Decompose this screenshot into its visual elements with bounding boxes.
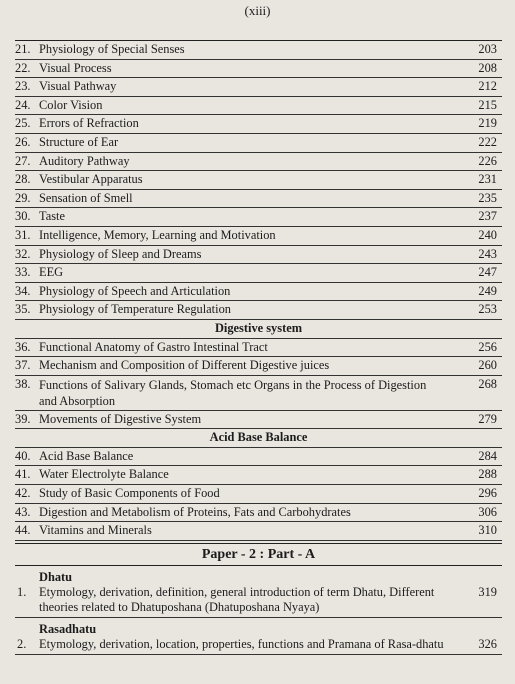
entry-title: EEG — [39, 265, 64, 280]
toc-entry[interactable] — [15, 448, 502, 467]
entry-title: Study of Basic Components of Food — [39, 486, 220, 501]
entry-number: 40. — [15, 448, 31, 463]
entry-number: 44. — [15, 523, 31, 538]
paper-heading: Paper - 2 : Part - A — [15, 543, 502, 566]
entry-page: 235 — [478, 190, 497, 205]
entry-number: 33. — [15, 265, 31, 280]
entry-title: Physiology of Speech and Articulation — [39, 283, 231, 298]
entry-title: Functional Anatomy of Gastro Intestinal Tract — [39, 339, 268, 354]
entry-title: Visual Pathway — [39, 79, 117, 94]
entry-page: 212 — [478, 79, 497, 94]
entry-page: 284 — [478, 448, 497, 463]
toc-entry[interactable] — [15, 504, 502, 523]
entry-title: Sensation of Smell — [39, 190, 133, 205]
entry-title: Intelligence, Memory, Learning and Motivation — [39, 227, 276, 242]
entry-title: Water Electrolyte Balance — [39, 467, 169, 482]
entry-page: 319 — [478, 584, 497, 599]
toc-entry[interactable] — [15, 264, 502, 283]
entry-page: 279 — [478, 411, 497, 426]
entry-number: 31. — [15, 227, 31, 242]
toc-entry[interactable] — [15, 376, 502, 411]
entry-number: 30. — [15, 209, 31, 224]
entry-page: 240 — [478, 227, 497, 242]
entries-digestive — [15, 339, 502, 430]
entry-number: 35. — [15, 302, 31, 317]
toc-entry[interactable] — [15, 339, 502, 358]
entry-number: 43. — [15, 504, 31, 519]
entry-title: Etymology, derivation, location, properties, functions and Pramana of Rasa-dhatu — [39, 636, 444, 651]
toc-entry[interactable] — [15, 301, 502, 320]
divider — [15, 654, 502, 655]
toc-entry[interactable] — [15, 637, 502, 652]
entry-title: Functions of Salivary Glands, Stomach etc Organs in the Process of Digestion and Absorption — [39, 377, 427, 408]
toc-entry[interactable] — [15, 115, 502, 134]
toc-entry[interactable] — [15, 60, 502, 79]
entry-page: 326 — [478, 636, 497, 651]
toc-entry[interactable] — [15, 246, 502, 265]
entry-page: 253 — [478, 302, 497, 317]
entry-page: 243 — [478, 246, 497, 261]
entry-title: Structure of Ear — [39, 134, 119, 149]
section-heading-acid-base: Acid Base Balance — [15, 429, 502, 448]
entry-number: 1. — [17, 584, 27, 599]
entry-title: Mechanism and Composition of Different Digestive juices — [39, 358, 330, 373]
entry-page: 237 — [478, 209, 497, 224]
entry-number: 32. — [15, 246, 31, 261]
group-dhatu — [15, 566, 502, 618]
entry-title: Movements of Digestive System — [39, 411, 202, 426]
entry-number: 2. — [17, 636, 27, 651]
entry-number: 28. — [15, 172, 31, 187]
entry-number: 29. — [15, 190, 31, 205]
toc-entry[interactable] — [15, 411, 502, 430]
entry-title: Physiology of Sleep and Dreams — [39, 246, 202, 261]
entry-title: Vestibular Apparatus — [39, 172, 143, 187]
table-of-contents — [15, 40, 502, 655]
toc-entry[interactable] — [15, 585, 502, 615]
toc-entry[interactable] — [15, 78, 502, 97]
entry-number: 34. — [15, 283, 31, 298]
entry-page: 231 — [478, 172, 497, 187]
group-title-rasadhatu: Rasadhatu — [39, 621, 97, 636]
entry-title: Color Vision — [39, 97, 103, 112]
toc-entry[interactable] — [15, 190, 502, 209]
entry-page: 219 — [478, 116, 497, 131]
entry-number: 37. — [15, 358, 31, 373]
entry-page: 247 — [478, 265, 497, 280]
section-heading-digestive: Digestive system — [15, 320, 502, 339]
entry-number: 25. — [15, 116, 31, 131]
entry-number: 36. — [15, 339, 31, 354]
entries-special-senses — [15, 40, 502, 320]
entry-page: 226 — [478, 153, 497, 168]
entries-acid-base — [15, 448, 502, 541]
entry-number: 42. — [15, 486, 31, 501]
entry-number: 41. — [15, 467, 31, 482]
entry-page: 215 — [478, 97, 497, 112]
entry-title: Visual Process — [39, 60, 112, 75]
entry-title: Taste — [39, 209, 65, 224]
entry-title: Acid Base Balance — [39, 448, 134, 463]
entry-number: 39. — [15, 411, 31, 426]
entry-number: 22. — [15, 60, 31, 75]
group-rasadhatu — [15, 618, 502, 655]
entry-title: Physiology of Special Senses — [39, 42, 185, 56]
group-title-dhatu: Dhatu — [39, 569, 73, 584]
entry-page: 268 — [478, 376, 497, 391]
entry-page: 260 — [478, 358, 497, 373]
toc-entry[interactable] — [15, 485, 502, 504]
entry-title: Vitamins and Minerals — [39, 523, 152, 538]
toc-entry[interactable] — [15, 283, 502, 302]
entry-page: 310 — [478, 523, 497, 538]
entry-number: 24. — [15, 97, 31, 112]
entry-number: 38. — [15, 376, 31, 391]
toc-entry[interactable] — [15, 153, 502, 172]
toc-entry[interactable] — [15, 357, 502, 376]
toc-entry[interactable] — [15, 134, 502, 153]
toc-entry[interactable] — [15, 227, 502, 246]
entry-page: 222 — [478, 134, 497, 149]
toc-entry[interactable] — [15, 171, 502, 190]
entry-page: 296 — [478, 486, 497, 501]
entry-title: Auditory Pathway — [39, 153, 130, 168]
page-number: (xiii) — [244, 3, 271, 18]
entry-page: 288 — [478, 467, 497, 482]
entry-page: 208 — [478, 60, 497, 75]
toc-entry[interactable] — [15, 208, 502, 227]
entry-page: 306 — [478, 504, 497, 519]
entry-title: Digestion and Metabolism of Proteins, Fats and Carbohydrates — [39, 504, 351, 519]
toc-entry[interactable] — [15, 40, 502, 60]
entry-page: 203 — [478, 42, 497, 56]
toc-entry[interactable] — [15, 522, 502, 541]
entry-number: 27. — [15, 153, 31, 168]
entry-title: Etymology, derivation, definition, general introduction of term Dhatu, Different theories related to Dhatuposhana (Dhatuposhana Nyaya) — [39, 584, 435, 614]
toc-entry[interactable] — [15, 97, 502, 116]
entry-number: 21. — [15, 42, 31, 56]
entry-number: 26. — [15, 134, 31, 149]
entry-title: Errors of Refraction — [39, 116, 139, 131]
entry-page: 249 — [478, 283, 497, 298]
entry-page: 256 — [478, 339, 497, 354]
entry-title: Physiology of Temperature Regulation — [39, 302, 231, 317]
toc-entry[interactable] — [15, 466, 502, 485]
entry-number: 23. — [15, 79, 31, 94]
